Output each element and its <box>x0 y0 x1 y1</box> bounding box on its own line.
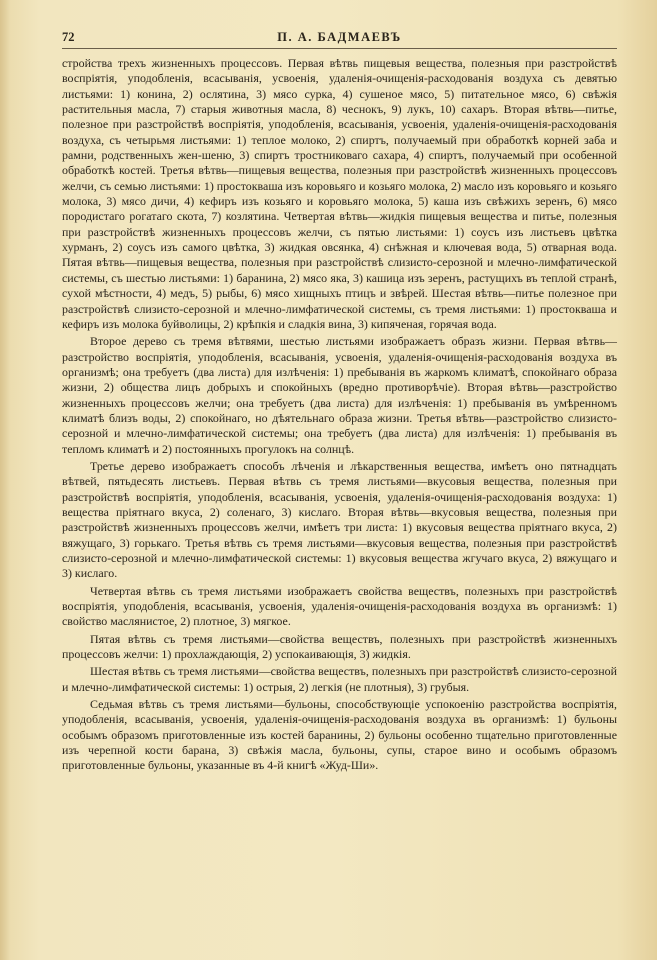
paragraph: Шестая вѣтвь съ тремя листьями—свойства веществъ, полезныхъ при разстройствѣ слизисто-серозной и млечно-лимфатической системы: 1) острыя, 2) легкія (не плотныя), 3) грубыя. <box>62 664 617 694</box>
paragraph: Седьмая вѣтвь съ тремя листьями—бульоны, способствующіе успокоенію разстройства воспріятія, уподобленія, всасыванія, усвоенія, удаленія-очищенія-расходованія воздуха въ организмѣ: 1) бульоны особымъ образомъ приготовленные изъ костей баранины, 2) бульоны особенно тщательно приготовленные изъ черепной кости барана, 3) свѣжія масла, бульоны, супы, старое вино и особымъ образомъ приготовленные бульоны, указанные въ 4-й книгѣ «Жуд-Ши». <box>62 697 617 773</box>
header-rule <box>62 48 617 49</box>
page-edge-shadow <box>0 0 10 960</box>
paragraph: стройства трехъ жизненныхъ процессовъ. Первая вѣтвь пищевыя вещества, полезныя при разстройствѣ воспріятія, уподобленія, всасыванія, усвоенія, удаленія-очищенія-расходованія воздуха съ девятью листьями: 1) конина, 2) ослятина, 3) мясо сурка, 4) сушеное мясо, 5) питательное мясо, 6) свѣжія растительныя масла, 7) старыя животныя масла, 8) чеснокъ, 9) лукъ, 10) сахаръ. Вторая вѣтвь—питье, полезное при разстройствѣ воспріятія, уподобленія, всасыванія, усвоенія, удаленія-очищенія-расходованія воздуха, съ четырьмя листьями: 1) теплое молоко, 2) спиртъ, получаемый при обработкѣ корней заба и рамни, родственныхъ жен-шеню, 3) спиртъ тростниковаго сахара, 4) спиртъ, получаемый при особенной обработкѣ костей. Третья вѣтвь—пищевыя вещества, полезныя при разстройствѣ жизненныхъ процессовъ желчи, съ семью листьями: 1) простокваша изъ коровьяго и козьяго молока, 2) масло изъ коровьяго и козьяго молока, 3) мясо дичи, 4) кефиръ изъ козьяго и коровьяго молока, 5) каша изъ свѣжихъ зеренъ, 6) мясо породистаго рогатаго скота, 7) козлятина. Четвертая вѣтвь—жидкія пищевыя вещества и питье, полезныя при разстройствѣ жизненныхъ процессовъ желчи, съ пятью листьями: 1) соусъ изъ листьевъ цвѣтка хурманъ, 2) соусъ изъ самого цвѣтка, 3) жидкая овсянка, 4) снѣжная и ключевая вода, 5) отварная вода. Пятая вѣтвь—пищевыя вещества, полезныя при разстройствѣ слизисто-серозной и млечно-лимфатической системы, съ шестью листьями: 1) баранина, 2) мясо яка, 3) кашица изъ зеренъ, растущихъ въ теплой странѣ, сухой мѣстности, 4) медъ, 5) рыбы, 6) мясо хищныхъ птицъ и звѣрей. Шестая вѣтвь—питье полезное при разстройствѣ слизисто-серозной и млечно-лимфатической системы, съ тремя листьями: 1) простокваша и кефиръ изъ молока буйволицы, 2) крѣпкія и сладкія вина, 3) кипяченая, горячая вода. <box>62 56 617 331</box>
paragraph: Четвертая вѣтвь съ тремя листьями изображаетъ свойства веществъ, полезныхъ при разстройствѣ воспріятія, уподобленія, всасыванія, усвоенія, удаленія-очищенія-расходованія воздуха въ организмѣ: 1) свойство маслянистое, 2) плотное, 3) мягкое. <box>62 583 617 629</box>
paragraph: Третье дерево изображаетъ способъ лѣченія и лѣкарственныя вещества, имѣетъ оно пятнадцать вѣтвей, пятьдесять листьевъ. Первая вѣтвь съ тремя листьями—вкусовыя вещества, полезныя при разстройствѣ воспріятія, уподобленія, всасыванія, усвоенія, удаленія-очищенія-расходованія воздуха: 1) вещества пріятнаго вкуса, 2) соленаго, 3) кислаго. Вторая вѣтвь—вкусовыя вещества, полезныя при разстройствѣ жизненныхъ процессовъ желчи, имѣетъ три листа: 1) вкусовыя вещества пріятнаго вкуса, 2) вяжущаго, 3) горькаго. Третья вѣтвь съ тремя листьями—вкусовыя вещества, полезныя при разстройствѣ слизисто-серозной и млечно-лимфатической системы: 1) вкусовыя вещества жгучаго вкуса, 2) вяжущаго и 3) кислаго. <box>62 458 617 581</box>
page-number: 72 <box>62 30 75 44</box>
paragraph: Второе дерево съ тремя вѣтвями, шестью листьями изображаетъ образъ жизни. Первая вѣтвь—разстройство воспріятія, уподобленія, всасыванія, усвоенія, удаленія-очищенія-расходованія воздуха въ организмѣ; она требуетъ (два листа) для излѣченія: 1) пребыванія въ жаркомъ климатѣ, спокойнаго образа жизни, 2) общества лицъ добрыхъ и спокойныхъ (вредно противорѣчіе). Вторая вѣтвь—разстройство жизненныхъ процессовъ желчи; она требуетъ (два листа) для излѣченія: 1) пребыванія въ умѣренномъ климатѣ близъ воды, 2) спокойнаго, но дѣятельнаго образа жизни. Третья вѣтвь—разстройство слизисто-серозной и млечно-лимфатической системы; она требуетъ (два листа) для излѣченія: 1) пребыванія въ тепломъ климатѣ и 2) постоянныхъ прогулокъ на солнцѣ. <box>62 334 617 456</box>
running-head: П. А. БАДМАЕВЪ <box>277 30 402 44</box>
paragraph: Пятая вѣтвь съ тремя листьями—свойства веществъ, полезныхъ при разстройствѣ жизненныхъ процессовъ желчи: 1) прохлаждающія, 2) успокаивающія, 3) жидкія. <box>62 631 617 662</box>
page-header <box>62 30 617 46</box>
body-text <box>62 56 617 776</box>
